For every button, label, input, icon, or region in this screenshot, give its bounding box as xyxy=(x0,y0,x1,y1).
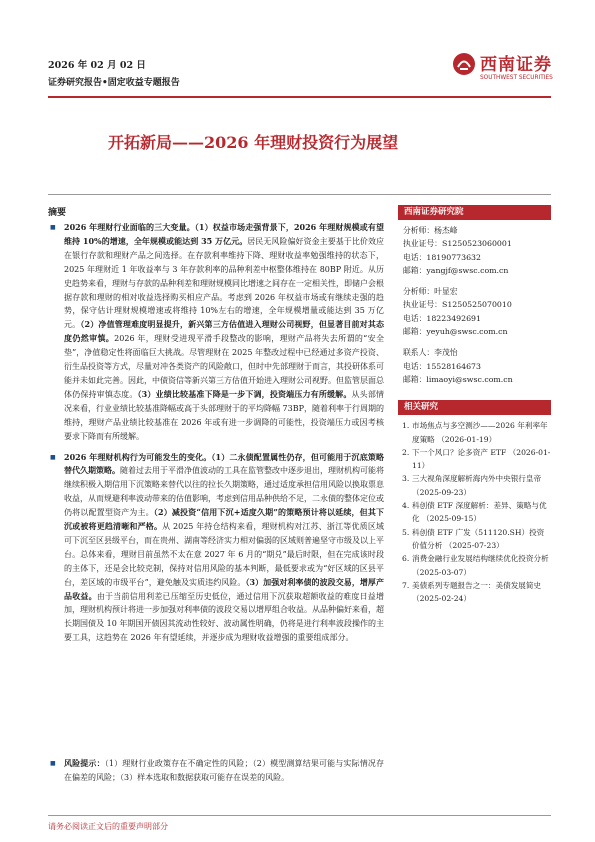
company-logo xyxy=(452,50,562,92)
report-type: 证券研究报告•固定收益专题报告 xyxy=(48,78,180,88)
analyst-phone: 电话：18223492691 xyxy=(403,313,481,323)
report-date: 2026 年 02 月 02 日 xyxy=(48,60,146,71)
paragraph-text: 随着过去用于平滑净值波动的工具在监管整改中逐步退出，理财机构可能将继续积极入期信用下沉策略来替代以往的拉长久期策略，通过适度承担信用风险以换取票息收益，从而规避利率波动带来的估值影响，考虑到信用品种供给不足，二永债的整体定位或仍将以配置型资产为主。 xyxy=(64,466,384,518)
related-item-number: 7. xyxy=(402,580,410,590)
page-title: 开拓新局——2026 年理财投资行为展望 xyxy=(108,133,399,152)
related-item-text: 下一个风口？论多资产 ETF （2026-01-11） xyxy=(412,447,551,471)
paragraph-text: 居民无风险偏好资金主要基于比价效应在银行存款和理财产品之间选择。在存款利率维持下降、理财收益率勉强维持的状态下，2025 年理财近 1 年收益率与 3 年存款利率的品种利差中枢整体维持在 80BP 附近。从历史趋势来看，理财与存款的品种利差和理财规模同比增速之间存在一定相关性，即储户会根据存款和理财的相对收益选择购买相应产品。考虑到 2026 年权益市场或有继续走强的趋势，保守估计理财规模增速或将维持 10%左右的增速，全年规模增量或能达到 35 万亿元。 xyxy=(64,236,384,330)
related-research-header: 相关研究 xyxy=(398,400,551,415)
related-item-text: 科创债 ETF 深度解析：差异、策略与优化 （2025-09-15） xyxy=(412,501,547,524)
paragraph-text: 从 2025 年持仓结构来看，理财机构对江苏、浙江等优质区域可下沉至区县级平台，而在贵州、湖南等经济实力相对偏弱的区域则普遍坚守市级及以上平台。总体来看，理财目前虽然不太在意 2027 年 6 月的“期兑”最后时限，但在完成该时段的主体下，还是会比较克制，保持对信用风险的基本判断，最低要求或为“好区域的区县平台，差区域的市级平台”，避免触及实质违约风险。 xyxy=(64,522,384,587)
paragraph-text: 由于当前信用利差已压缩至历史低位，通过信用下沉获取超额收益的难度日益增加，理财机构预计将进一步加强对利率债的波段交易以增厚组合收益。从品种偏好来看，超长期国债及 10 年期国开债因其流动性较好、波动属性明确，仍将是进行利率波段操作的主要工具，这趋势在 2026 年有望延续，并逐步成为理财收益增强的重要组成部分。 xyxy=(64,591,384,643)
related-item-number: 5. xyxy=(402,527,410,537)
analyst-name: 分析师：杨杰峰 xyxy=(403,226,458,235)
paragraph-lead: （3）加强对利率债的波段交易，增厚产品收益。 xyxy=(64,576,384,601)
related-item[interactable] xyxy=(402,499,551,526)
contact-phone: 电话：15528164673 xyxy=(403,361,481,371)
analyst-email[interactable]: 邮箱：yangjf@swsc.com.cn xyxy=(403,265,509,275)
related-item-text: 三大视角深度解析海内外中央银行皇帝 （2025-09-23） xyxy=(412,474,542,497)
related-item[interactable] xyxy=(402,446,551,473)
logo-cn-text: 西南证券 xyxy=(480,55,552,75)
risk-paragraph xyxy=(48,757,384,785)
related-item[interactable] xyxy=(402,419,551,446)
paragraph-text: 从头部情况来看，行业业绩比较基准降幅或高于头部理财于的平均降幅 73BP，随着利率于行周期的维持，理财产品业绩比较基准在 2026 年或有进一步调降的可能性，投资端压力或因考核要求下降而有所缓解。 xyxy=(64,389,384,441)
paragraph-text: 2026 年，理财受进现平滑手段整改的影响，理财产品将失去所谓的“安全垫”，净值稳定性将面临巨大挑战。尽管理财在 2025 年整改过程中已经通过多资产投资、衍生品投资等方式，尽量对冲各类资产的风险敞口，但时中先部理财于而言，其投研体系可能并未如此完善。因此，中债资信等新兴第三方估值开始进入理财公司视野。但监管层面总体仍保持审慎态度。 xyxy=(64,334,384,399)
related-item-text: 科创债 ETF 广发（511120.SH）投资价值分析 （2025-07-23） xyxy=(412,527,545,550)
logo-mark-icon xyxy=(452,52,476,76)
contact-email[interactable]: 邮箱：limaoyi@swsc.com.cn xyxy=(403,374,513,384)
analyst-phone: 电话：18190773632 xyxy=(403,252,481,262)
abstract-paragraph xyxy=(48,221,384,444)
risk-warning xyxy=(48,757,384,785)
analyst-cert: 执业证号：S1250523060001 xyxy=(403,239,512,249)
related-item-number: 6. xyxy=(402,554,410,564)
contact-name: 联系人：李茂怡 xyxy=(403,348,458,358)
analyst-name: 分析师：叶显宏 xyxy=(403,287,458,297)
related-item[interactable] xyxy=(402,526,551,553)
analyst-cert: 执业证号：S1250525070010 xyxy=(403,300,512,310)
paragraph-lead: （2）净值管理难度明显提升，新兴第三方估值进入理财公司视野，但显著目前对其态度仍然审慎。 xyxy=(64,319,385,344)
related-item-number: 2. xyxy=(402,447,410,457)
team-header: 西南证券研究院 xyxy=(398,205,551,220)
paragraph-lead: （3）业绩比较基准下降是一步下调，投资端压力有所缓解。 xyxy=(137,388,352,399)
abstract-heading: 摘要 xyxy=(48,208,67,218)
paragraph-lead: （2）减投资“信用下沉+适度久期”的策略预计将以延续，但其下沉或被将更趋清晰和严格。 xyxy=(64,507,384,532)
risk-label: 风险提示： xyxy=(64,758,105,768)
paragraph-lead: 2026 年理财机构行为可能发生的变化。（1）二永债配置属性仍存，但可能用于沉底策略替代久期策略。 xyxy=(64,451,384,476)
paragraph-lead: 2026 年理财行业面临的三大变量。（1）权益市场走强背景下，2026 年理财规模或有望维持 10%的增速，全年规模或能达到 35 万亿元。 xyxy=(64,222,384,246)
related-item-text: 市场焦点与多空测沙——2026 年利率年度策略 （2026-01-19） xyxy=(412,421,548,444)
analyst-email[interactable]: 邮箱：yeyuh@swsc.com.cn xyxy=(403,327,508,337)
related-item-number: 4. xyxy=(402,501,410,511)
title-divider xyxy=(48,194,551,195)
related-item-text: 消费金融行业发展结构继续优化投资分析 （2025-03-07） xyxy=(412,554,549,577)
related-item[interactable] xyxy=(402,579,551,606)
analyst-info xyxy=(398,224,551,386)
related-item-number: 3. xyxy=(402,474,410,484)
header-divider xyxy=(48,96,551,98)
logo-en-text: SOUTHWEST SECURITIES xyxy=(480,75,553,81)
abstract-body xyxy=(48,221,384,645)
sidebar xyxy=(398,205,551,605)
related-item[interactable] xyxy=(402,472,551,499)
footer-disclaimer: 请务必阅读正文后的重要声明部分 xyxy=(48,822,168,831)
risk-text: （1）理财行业政策存在不确定性的风险；（2）模型测算结果可能与实际情况存在偏差的风险；（3）样本选取和数据获取可能存在误差的风险。 xyxy=(64,759,384,782)
related-item[interactable] xyxy=(402,552,551,579)
related-item-number: 1. xyxy=(402,421,410,431)
abstract-paragraph xyxy=(48,451,384,646)
related-item-text: 美债系列专题报告之一：美债发展简史 （2025-02-24） xyxy=(412,580,542,604)
footer-divider xyxy=(48,815,551,816)
related-research-list xyxy=(398,419,551,605)
